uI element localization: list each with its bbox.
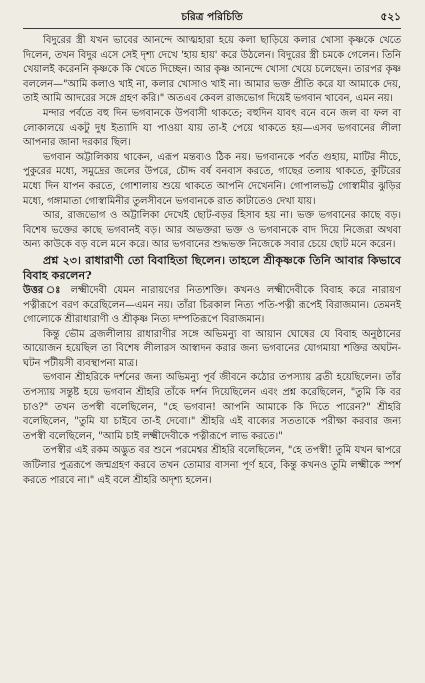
- page-body: [23, 34, 401, 488]
- answer-label: উত্তর ঃ: [23, 284, 64, 296]
- paragraph: মন্দার পর্বতে বহু দিন ভগবানকে উপবাসী থাকতে; বহুদিন যাবৎ বনে বনে জল বা ফল বা লোকালয়ে একটু দুধ ইত্যাদি যা পাওয়া যায় তা-ই পেয়ে থাকতে হয়—এসব ভগবানের লীলা আপনার জানা দরকার ছিল।: [23, 107, 401, 149]
- paragraph: আর, রাজভোগ ও অট্টালিকা দেখেই ছোট-বড়র হিসাব হয় না। ভক্ত ভগবানের কাছে বড়। বিশেষ ভক্তের কাছে ভগবানই বড়। আর অভক্তরা ভক্ত ও ভগবানকে বাদ দিয়ে নিজেরা অথবা অন্য কাউকে বড় বলে মনে করে। আর ভগবানের শুদ্ধভক্ত নিজেকে সবার চেয়ে ছোট মনে করেন।: [23, 210, 401, 251]
- paragraph: ভগবান অট্টালিকায় থাকেন, এরূপ মন্তব্যও ঠিক নয়। ভগবানকে পর্বত গুহায়, মাটির নীচে, পুকুরের মধ্যে, সমুদ্রের জলের উপরে, চৌদ্দ বর্ষ বনবাস করতে, গাছের তলায় থাকতে, কুটিরের মধ্যে দিন যাপন করতে, গোশালায় শুয়ে থাকতে আপনি দেখেননি। গোপালভট্ট গোস্বামীর ঝুড়ির মধ্যে, গঙ্গামাতা গোস্বামিনীর তুলসীবনে ভগবানকে রাত কাটাতেও দেখা যায়।: [23, 151, 401, 207]
- answer-paragraph: [23, 284, 401, 328]
- paragraph: বিদুরের স্ত্রী যখন ভাবের আনন্দে আত্মহারা হয়ে কলা ছাড়িয়ে কলার খোসা কৃষ্ণকে খেতে দিলেন, তখন বিদুর এসে সেই দৃশ্য দেখে 'হায় হায়' করে উঠলেন। বিদুরের স্ত্রী চমকে গেলেন। তিনি খেয়ালই করেননি কৃষ্ণকে কি খেতে দিচ্ছেন। আর কৃষ্ণ আনন্দে খোসা খেয়ে চলেছেন। তারপর কৃষ্ণ বললেন—"আমি কলাও খাই না, কলার খোসাও খাই না। আমার ভক্ত প্রীতি করে যা আমাকে দেয়, তাই আমি আদরের সঙ্গে গ্রহণ করি।" অতএব কেবল রাজভোগ দিয়েই ভগবান খাবেন, এমন নয়।: [23, 35, 401, 105]
- paragraph: ভগবান শ্রীহরিকে দর্শনের জন্য অভিমন্যু পূর্ব জীবনে কঠোর তপস্যায় ব্রতী হয়েছিলেন। তাঁর তপস্যায় সন্তুষ্ট হয়ে ভগবান শ্রীহরি তাঁকে দর্শন দিয়েছিলেন এবং প্রশ্ন করেছিলেন, "তুমি কি বর চাও?" তখন তপস্বী বলেছিলেন, "হে ভগবান! আপনি আমাকে কি দিতে পারেন?" শ্রীহরি বলেছিলেন, "তুমি যা চাইবে তা-ই দেবো।" শ্রীহরি এই বাক্যের সততাকে পরীক্ষা করবার জন্য তপস্বী বলেছিলেন, "আমি চাই লক্ষ্মীদেবীকে পত্নীরূপে লাভ করতে।": [23, 372, 401, 442]
- paragraph: কিন্তু ভৌম ব্রজলীলায় রাধারাণীর সঙ্গে অভিমন্যু বা আয়ান ঘোষের যে বিবাহ অনুষ্ঠানের আয়োজন হয়েছিল তা বিশেষ লীলারস আস্বাদন করার জন্য ভগবানের যোগমায়া শক্তির অঘটন-ঘটন পটীয়সী ব্যবস্থাপনা মাত্র।: [23, 328, 401, 369]
- question-text: রাধারাণী তো বিবাহিতা ছিলেন। তাহলে শ্রীকৃষ্ণকে তিনি আবার কিভাবে বিবাহ করলেন?: [23, 252, 401, 283]
- question-heading: [23, 253, 401, 284]
- header-rule: [23, 28, 401, 29]
- page-header: [23, 10, 401, 28]
- running-title: চরিত্র পরিচিতি: [181, 11, 243, 23]
- paragraph: তপস্বীর এই রকম অদ্ভুত বর শুনে পরমেশ্বর শ্রীহরি বলেছিলেন, "হে তপস্বী! তুমি যখন দ্বাপরে জটিলার পুত্ররূপে জন্মগ্রহণ করবে তখন তোমার বাসনা পূর্ণ হবে, কিন্তু কখনও তুমি লক্ষ্মীকে স্পর্শ করতে পারবে না।" এই বলে শ্রীহরি অদৃশ্য হলেন।: [23, 445, 401, 486]
- answer-text: লক্ষ্মীদেবী যেমন নারায়ণের নিত্যশক্তি। কখনও লক্ষ্মীদেবীকে বিবাহ করে নারায়ণ পত্নীরূপে বরণ করেছিলেন—এমন নয়। তাঁরা চিরকাল নিত্য পতি-পত্নী রূপেই বিরাজমান। তেমনই গোলোকে শ্রীরাধারাণী ও শ্রীকৃষ্ণ নিত্য দম্পতিরূপে বিরাজমান।: [23, 284, 401, 326]
- question-label: প্রশ্ন ২৩।: [43, 252, 82, 267]
- page-number: ৫২১: [380, 11, 401, 23]
